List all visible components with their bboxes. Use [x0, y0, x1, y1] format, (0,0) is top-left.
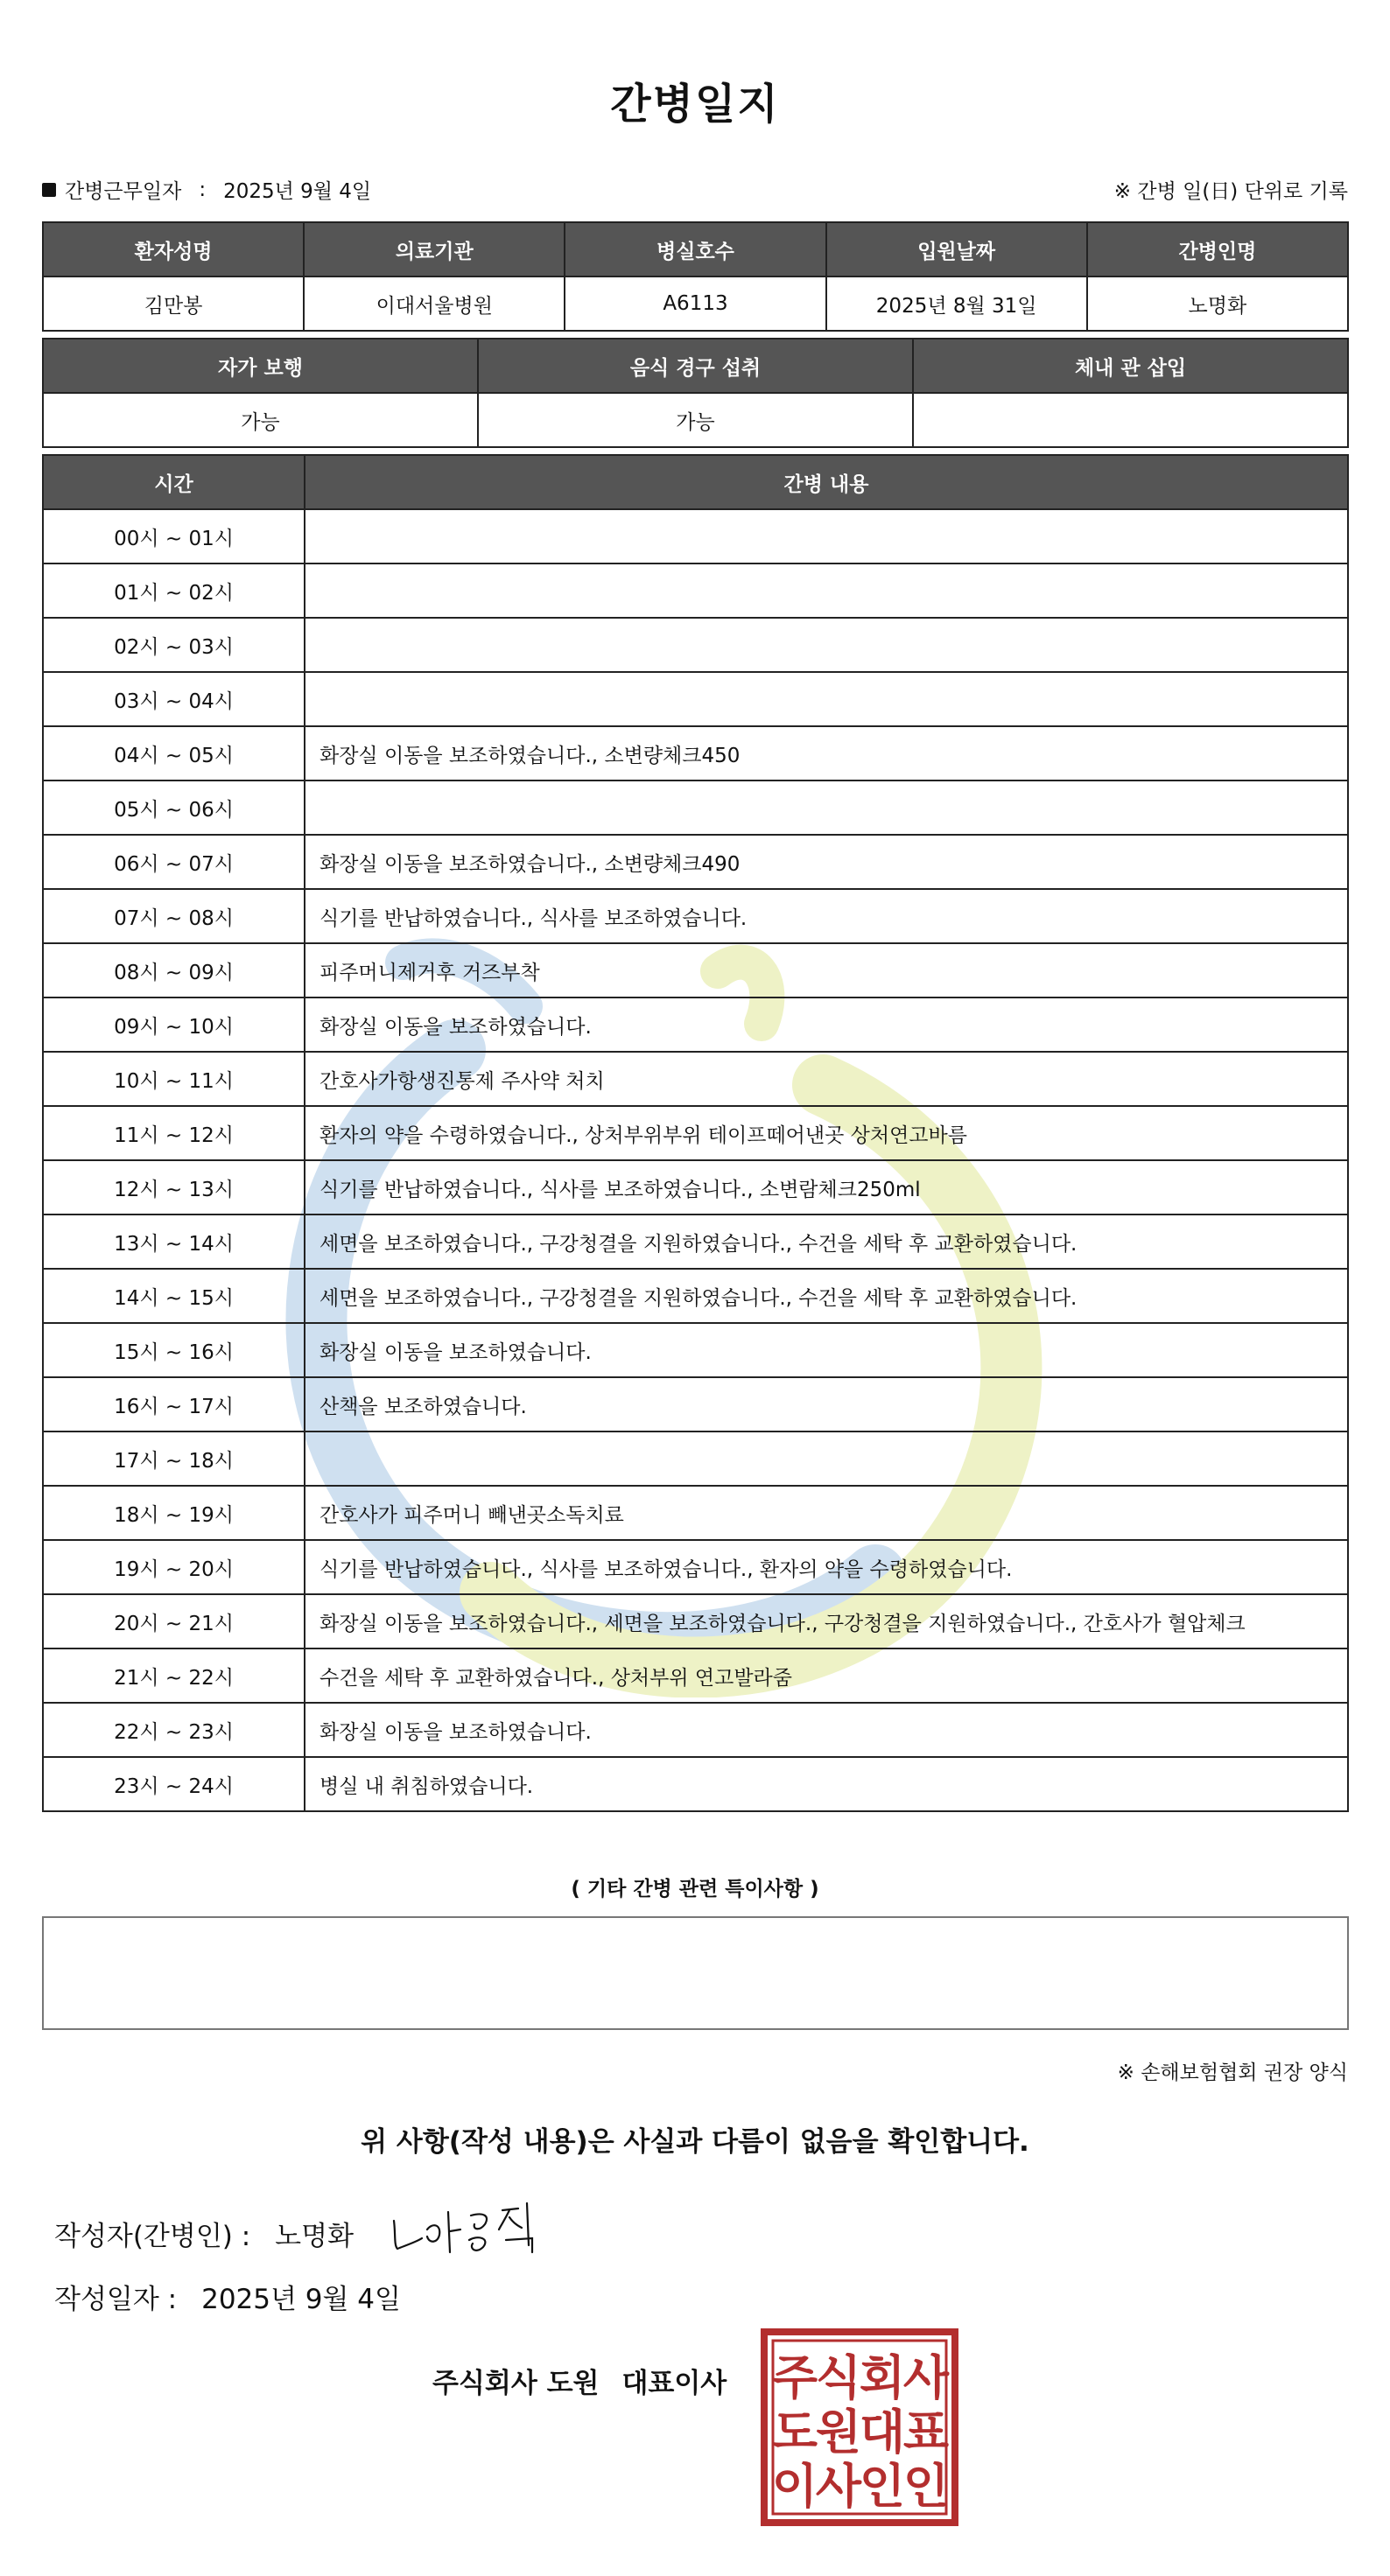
log-time: 07시 ~ 08시	[43, 889, 305, 943]
form-recommendation-note: ※ 손해보험협회 권장 양식	[1117, 2062, 1348, 2084]
notes-heading: ( 기타 간병 관련 특이사항 )	[571, 1878, 819, 1900]
log-content: 세면을 보조하였습니다., 구강청결을 지원하였습니다., 수건을 세탁 후 교환하였습니다.	[305, 1214, 1348, 1269]
svg-text:사: 사	[815, 2459, 862, 2514]
header-tube-insertion: 체내 관 삽입	[913, 339, 1348, 393]
log-content	[305, 672, 1348, 726]
log-time: 17시 ~ 18시	[43, 1432, 305, 1486]
patient-status-table	[42, 338, 1349, 448]
log-content: 화장실 이동을 보조하였습니다., 소변량체크490	[305, 835, 1348, 889]
log-content: 화장실 이동을 보조하였습니다.	[305, 1703, 1348, 1757]
log-time: 15시 ~ 16시	[43, 1323, 305, 1377]
care-log-row	[43, 1757, 1348, 1811]
log-time: 14시 ~ 15시	[43, 1269, 305, 1323]
log-content: 수건을 세탁 후 교환하였습니다., 상처부위 연고발라줌	[305, 1648, 1348, 1703]
header-time: 시간	[43, 455, 305, 509]
header-patient-name: 환자성명	[43, 222, 304, 276]
header-hospital: 의료기관	[304, 222, 565, 276]
company-seal-stamp	[760, 2328, 959, 2527]
svg-text:인: 인	[902, 2459, 950, 2514]
page-title: 간병일지	[610, 80, 780, 129]
care-log-row	[43, 1486, 1348, 1540]
log-time: 22시 ~ 23시	[43, 1703, 305, 1757]
log-content	[305, 564, 1348, 618]
confirmation-statement: 위 사항(작성 내용)은 사실과 다름이 없음을 확인합니다.	[361, 2126, 1029, 2158]
notes-box	[42, 1916, 1349, 2030]
care-log-row	[43, 1160, 1348, 1214]
patient-info-value-row	[43, 276, 1348, 331]
care-log-row	[43, 1703, 1348, 1757]
log-time: 01시 ~ 02시	[43, 564, 305, 618]
log-content	[305, 509, 1348, 564]
svg-text:주: 주	[771, 2350, 818, 2405]
care-log-row	[43, 726, 1348, 780]
write-date-row	[54, 2277, 401, 2316]
company-name: 주식회사 도원	[432, 2368, 600, 2399]
room-number: A6113	[565, 276, 825, 331]
log-time: 05시 ~ 06시	[43, 780, 305, 835]
svg-text:대: 대	[859, 2404, 906, 2460]
care-log-row	[43, 672, 1348, 726]
tube-insertion	[913, 393, 1348, 447]
log-time: 06시 ~ 07시	[43, 835, 305, 889]
log-time: 02시 ~ 03시	[43, 618, 305, 672]
care-log-row	[43, 1648, 1348, 1703]
work-date-colon: :	[199, 178, 207, 201]
care-log-row	[43, 509, 1348, 564]
svg-text:식: 식	[815, 2350, 862, 2405]
patient-status-header-row	[43, 339, 1348, 393]
care-log-row	[43, 618, 1348, 672]
care-log-table	[42, 454, 1349, 1812]
care-log-row	[43, 1432, 1348, 1486]
oral-intake: 가능	[478, 393, 913, 447]
header-oral-intake: 음식 경구 섭취	[478, 339, 913, 393]
writer-row	[54, 2214, 354, 2253]
header-self-walking: 자가 보행	[43, 339, 478, 393]
log-content: 피주머니제거후 거즈부착	[305, 943, 1348, 998]
log-time: 04시 ~ 05시	[43, 726, 305, 780]
care-log-row	[43, 1594, 1348, 1648]
log-time: 10시 ~ 11시	[43, 1052, 305, 1106]
log-content: 화장실 이동을 보조하였습니다.	[305, 1323, 1348, 1377]
care-log-row	[43, 835, 1348, 889]
log-content: 세면을 보조하였습니다., 구강청결을 지원하였습니다., 수건을 세탁 후 교환하였습니다.	[305, 1269, 1348, 1323]
writer-label: 작성자(간병인) :	[54, 2221, 251, 2252]
log-time: 19시 ~ 20시	[43, 1540, 305, 1594]
log-content	[305, 780, 1348, 835]
log-content: 간호사가항생진통제 주사약 처치	[305, 1052, 1348, 1106]
log-content: 화장실 이동을 보조하였습니다., 세면을 보조하였습니다., 구강청결을 지원하였습니다., 간호사가 혈압체크	[305, 1594, 1348, 1648]
care-log-row	[43, 1214, 1348, 1269]
care-log-row	[43, 889, 1348, 943]
patient-info-table	[42, 221, 1349, 332]
care-log-row	[43, 1377, 1348, 1432]
log-time: 03시 ~ 04시	[43, 672, 305, 726]
patient-status-value-row	[43, 393, 1348, 447]
log-content: 산책을 보조하였습니다.	[305, 1377, 1348, 1432]
self-walking: 가능	[43, 393, 478, 447]
care-log-row	[43, 1323, 1348, 1377]
write-date-value: 2025년 9월 4일	[201, 2284, 401, 2315]
header-care-content: 간병 내용	[305, 455, 1348, 509]
patient-name: 김만봉	[43, 276, 304, 331]
log-content: 식기를 반납하였습니다., 식사를 보조하였습니다., 소변람체크250ml	[305, 1160, 1348, 1214]
header-caregiver-name: 간병인명	[1087, 222, 1348, 276]
log-content: 화장실 이동을 보조하였습니다., 소변량체크450	[305, 726, 1348, 780]
admission-date: 2025년 8월 31일	[826, 276, 1087, 331]
caregiver-name: 노명화	[1087, 276, 1348, 331]
log-time: 20시 ~ 21시	[43, 1594, 305, 1648]
log-time: 11시 ~ 12시	[43, 1106, 305, 1160]
log-time: 23시 ~ 24시	[43, 1757, 305, 1811]
svg-text:인: 인	[859, 2459, 906, 2514]
record-unit-note: ※ 간병 일(日) 단위로 기록	[1113, 180, 1348, 203]
log-content: 식기를 반납하였습니다., 식사를 보조하였습니다.	[305, 889, 1348, 943]
care-log-row	[43, 1269, 1348, 1323]
svg-text:표: 표	[902, 2404, 950, 2460]
log-time: 12시 ~ 13시	[43, 1160, 305, 1214]
log-content	[305, 618, 1348, 672]
log-time: 09시 ~ 10시	[43, 998, 305, 1052]
work-date-row	[42, 175, 371, 204]
log-time: 13시 ~ 14시	[43, 1214, 305, 1269]
hospital: 이대서울병원	[304, 276, 565, 331]
header-room-number: 병실호수	[565, 222, 825, 276]
care-log-row	[43, 1052, 1348, 1106]
care-log-row	[43, 998, 1348, 1052]
log-content: 화장실 이동을 보조하였습니다.	[305, 998, 1348, 1052]
care-log-row	[43, 943, 1348, 998]
log-time: 00시 ~ 01시	[43, 509, 305, 564]
svg-text:회: 회	[859, 2350, 906, 2405]
patient-info-header-row	[43, 222, 1348, 276]
log-content: 병실 내 취침하였습니다.	[305, 1757, 1348, 1811]
svg-text:도: 도	[771, 2404, 818, 2460]
log-content	[305, 1432, 1348, 1486]
write-date-label: 작성일자 :	[54, 2284, 178, 2315]
care-log-row	[43, 1106, 1348, 1160]
care-log-row	[43, 1540, 1348, 1594]
care-log-row	[43, 564, 1348, 618]
log-time: 18시 ~ 19시	[43, 1486, 305, 1540]
handwritten-signature	[387, 2194, 553, 2264]
work-date-value: 2025년 9월 4일	[223, 180, 372, 203]
company-role: 대표이사	[621, 2368, 727, 2399]
header-admission-date: 입원날짜	[826, 222, 1087, 276]
log-content: 간호사가 피주머니 빼낸곳소독치료	[305, 1486, 1348, 1540]
log-time: 16시 ~ 17시	[43, 1377, 305, 1432]
care-log-row	[43, 780, 1348, 835]
log-time: 21시 ~ 22시	[43, 1648, 305, 1703]
log-time: 08시 ~ 09시	[43, 943, 305, 998]
company-signature-line	[432, 2361, 727, 2400]
log-content: 환자의 약을 수령하였습니다., 상처부위부위 테이프떼어낸곳 상처연고바름	[305, 1106, 1348, 1160]
svg-text:이: 이	[771, 2459, 818, 2514]
bullet-square-icon	[42, 183, 56, 197]
log-content: 식기를 반납하였습니다., 식사를 보조하였습니다., 환자의 약을 수령하였습니다.	[305, 1540, 1348, 1594]
care-log-header-row	[43, 455, 1348, 509]
svg-text:사: 사	[902, 2350, 950, 2405]
svg-text:원: 원	[815, 2404, 862, 2460]
work-date-label: 간병근무일자	[65, 180, 182, 203]
writer-name: 노명화	[275, 2221, 355, 2252]
